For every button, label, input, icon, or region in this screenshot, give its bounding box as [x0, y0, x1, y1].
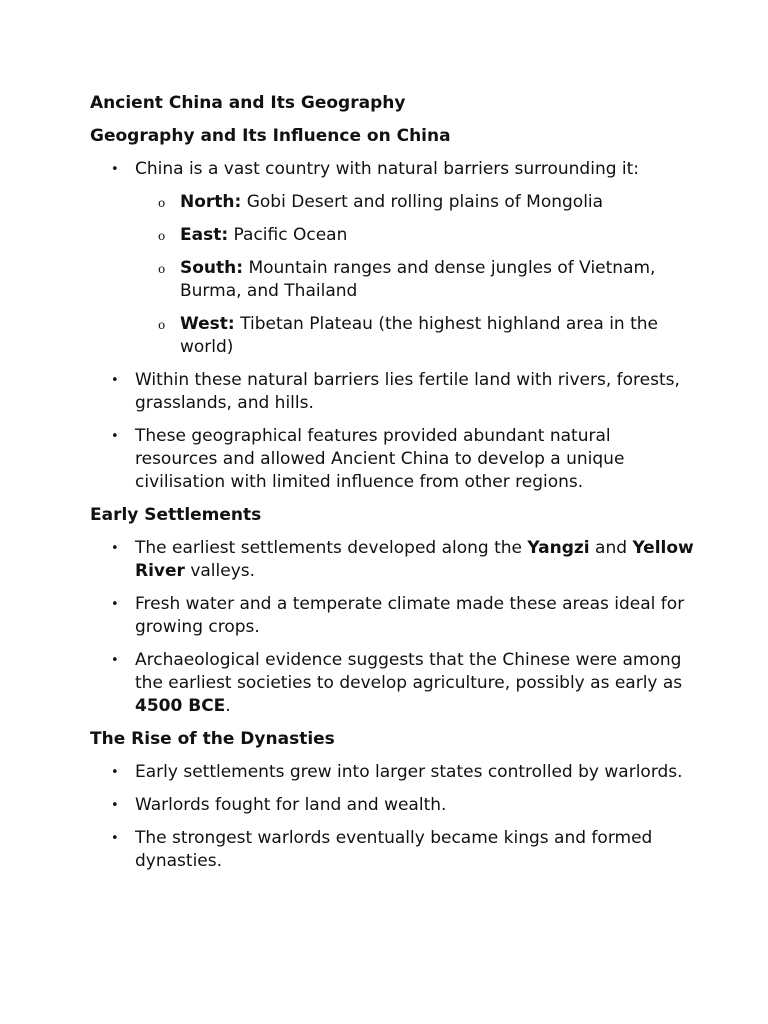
bullet-marker: •: [111, 798, 119, 813]
bullet-list: [90, 537, 768, 718]
document-title: Ancient China and Its Geography: [90, 93, 406, 113]
section-early-settlements: [90, 504, 768, 718]
list-item: [90, 827, 695, 873]
section-heading: The Rise of the Dynasties: [90, 729, 335, 749]
sub-list-item-text: Tibetan Plateau (the highest highland area in the world): [180, 314, 659, 357]
list-item-text: valleys.: [184, 561, 256, 581]
list-item-text: China is a vast country with natural barriers surrounding it:: [135, 159, 640, 179]
circle-bullet-marker: o: [158, 196, 166, 210]
bullet-marker: •: [111, 831, 119, 846]
section-geography: [90, 125, 768, 494]
bullet-list: [90, 761, 768, 873]
list-item: [90, 593, 695, 639]
sub-list-item-text: Gobi Desert and rolling plains of Mongolia: [241, 192, 604, 212]
list-item-text: Early settlements grew into larger states controlled by warlords.: [135, 762, 683, 782]
bullet-marker: •: [111, 765, 119, 780]
direction-label: East:: [180, 225, 229, 245]
sub-list-item: [135, 224, 680, 247]
direction-label: West:: [180, 314, 235, 334]
list-item: [90, 761, 695, 784]
list-item: [90, 425, 695, 494]
sub-list-item: [135, 257, 680, 303]
section-rise-of-dynasties: [90, 728, 768, 873]
emphasis-text: Yellow River: [135, 538, 694, 581]
list-item-text: and: [589, 538, 633, 558]
list-item: [90, 537, 695, 583]
sub-list-item: [135, 191, 680, 214]
sub-bullet-list: [135, 191, 695, 359]
circle-bullet-marker: o: [158, 229, 166, 243]
direction-label: North:: [180, 192, 242, 212]
list-item-text: The strongest warlords eventually became kings and formed dynasties.: [135, 828, 653, 871]
emphasis-text: Yangzi: [527, 538, 590, 558]
bullet-marker: •: [111, 162, 119, 177]
list-item-text: Within these natural barriers lies fertile land with rivers, forests, grasslands, and hills.: [135, 370, 680, 413]
list-item-text: Archaeological evidence suggests that the Chinese were among the earliest societies to develop agriculture, possibly as early as: [135, 650, 683, 693]
sub-list-item-text: Pacific Ocean: [228, 225, 348, 245]
bullet-marker: •: [111, 653, 119, 668]
sub-list-item-text: Mountain ranges and dense jungles of Vietnam, Burma, and Thailand: [180, 258, 656, 301]
list-item: [90, 369, 695, 415]
list-item-text: These geographical features provided abundant natural resources and allowed Ancient China to develop a unique civilisation with limited influence from other regions.: [135, 426, 625, 492]
list-item-text: Fresh water and a temperate climate made these areas ideal for growing crops.: [135, 594, 685, 637]
list-item: [90, 794, 695, 817]
list-item-text: Warlords fought for land and wealth.: [135, 795, 447, 815]
list-item-text: .: [225, 696, 231, 716]
direction-label: South:: [180, 258, 244, 278]
bullet-marker: •: [111, 429, 119, 444]
bullet-marker: •: [111, 373, 119, 388]
bullet-marker: •: [111, 541, 119, 556]
sub-list-item: [135, 313, 680, 359]
section-heading: Early Settlements: [90, 505, 262, 525]
section-heading: Geography and Its Influence on China: [90, 126, 451, 146]
list-item-text: The earliest settlements developed along the: [135, 538, 528, 558]
bullet-list: [90, 158, 768, 494]
bullet-marker: •: [111, 597, 119, 612]
list-item: [90, 158, 695, 359]
circle-bullet-marker: o: [158, 318, 166, 332]
circle-bullet-marker: o: [158, 262, 166, 276]
emphasis-text: 4500 BCE: [135, 696, 226, 716]
list-item: [90, 649, 695, 718]
